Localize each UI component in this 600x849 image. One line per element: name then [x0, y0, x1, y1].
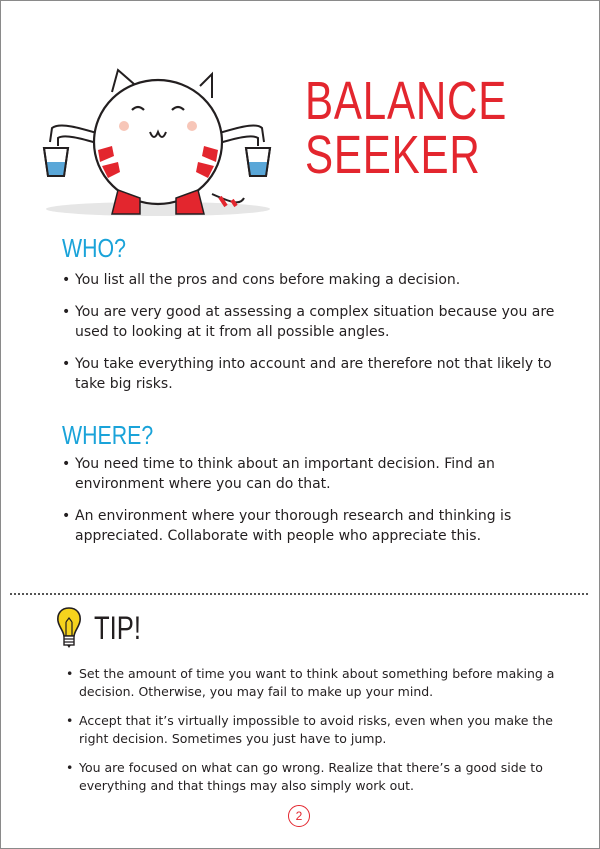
- who-heading: WHO?: [62, 233, 126, 263]
- balance-seeker-mascot-illustration: [40, 66, 276, 226]
- title-line-1: BALANCE: [305, 71, 508, 131]
- list-item: • You need time to think about an important decision. Find an environment where you can do that.: [62, 454, 574, 494]
- list-item: • You are focused on what can go wrong. Realize that there’s a good side to everything and that things may also simply work out.: [66, 759, 560, 795]
- tip-heading: TIP!: [94, 610, 141, 646]
- page-number: 2: [288, 805, 310, 827]
- where-heading: WHERE?: [62, 420, 154, 450]
- list-item: • Accept that it’s virtually impossible to avoid risks, even when you make the right decision. Sometimes you just have to jump.: [66, 712, 560, 748]
- who-list: [62, 270, 574, 406]
- list-item: • You are very good at assessing a complex situation because you are used to looking at it from all possible angles.: [62, 302, 574, 342]
- tip-list: [66, 665, 560, 806]
- title-line-2: SEEKER: [305, 125, 481, 185]
- list-item: • Set the amount of time you want to think about something before making a decision. Otherwise, you may fail to make up your mind.: [66, 665, 560, 701]
- where-list: [62, 454, 574, 558]
- list-item: • You take everything into account and are therefore not that likely to take big risks.: [62, 354, 574, 394]
- list-item: • An environment where your thorough research and thinking is appreciated. Collaborate with people who appreciate this.: [62, 506, 574, 546]
- section-divider: [10, 593, 588, 595]
- lightbulb-icon: [56, 606, 82, 650]
- page-title: [305, 71, 508, 185]
- list-item: • You list all the pros and cons before making a decision.: [62, 270, 574, 290]
